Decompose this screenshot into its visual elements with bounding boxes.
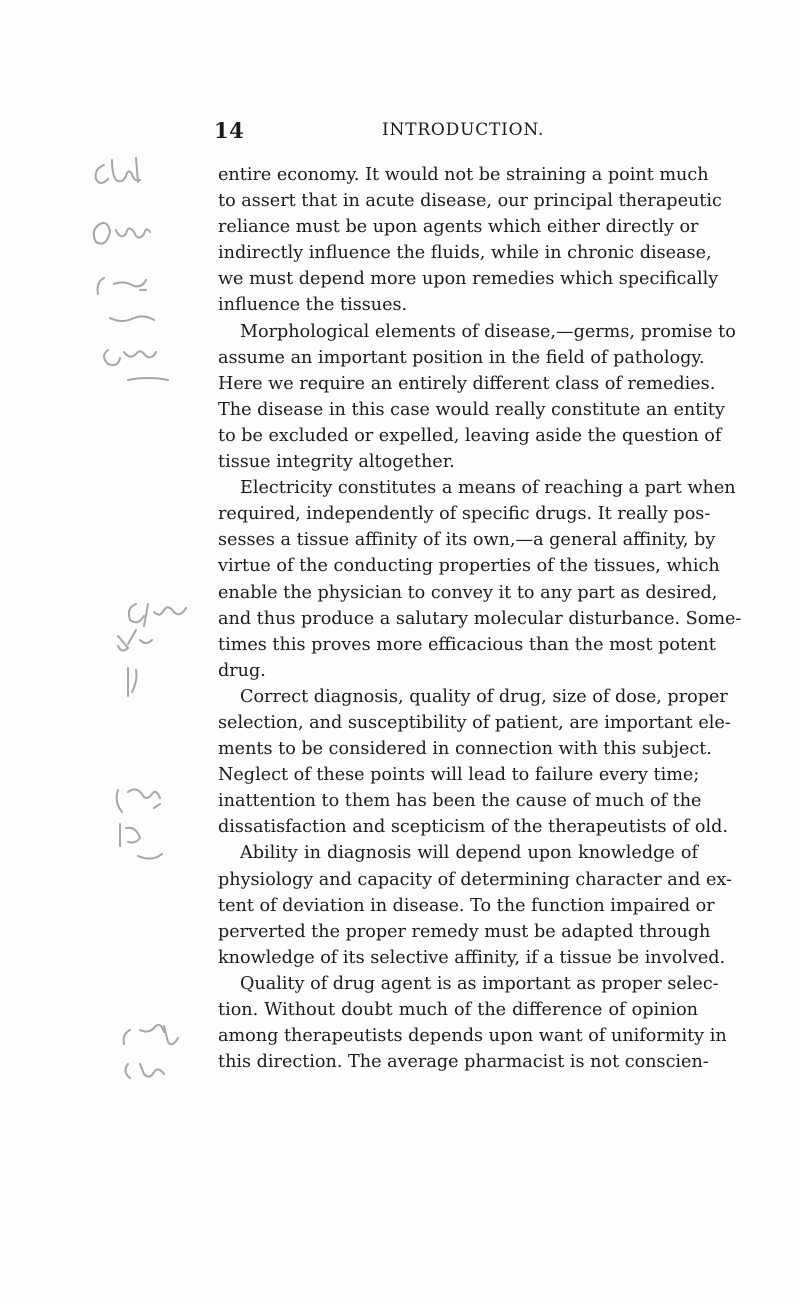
text-line: indirectly influence the fluids, while in chronic disease, <box>218 243 712 264</box>
text-line: to be excluded or expelled, leaving aside the question of <box>218 425 722 446</box>
text-line: ments to be considered in connection with this subject. <box>218 739 712 760</box>
text-line: Morphological elements of disease,—germs, promise to <box>240 321 736 342</box>
text-line: selection, and susceptibility of patient, are important ele- <box>218 712 731 733</box>
running-title: INTRODUCTION. <box>382 120 545 140</box>
text-line: perverted the proper remedy must be adapted through <box>218 921 711 942</box>
text-line: tissue integrity altogether. <box>218 452 455 473</box>
text-line: required, independently of specific drugs. It really pos- <box>218 504 711 525</box>
text-line: Here we require an entirely different class of remedies. <box>218 373 716 394</box>
text-line: Electricity constitutes a means of reaching a part when <box>240 478 736 499</box>
text-line: entire economy. It would not be straining a point much <box>218 165 709 185</box>
text-line: enable the physician to convey it to any part as desired, <box>218 582 718 603</box>
handwriting-scribbles <box>0 0 210 1304</box>
text-line: tent of deviation in disease. To the function impaired or <box>218 895 715 916</box>
text-line: sesses a tissue affinity of its own,—a general affinity, by <box>218 530 716 551</box>
text-line: tion. Without doubt much of the difference of opinion <box>218 1000 698 1020</box>
text-line: dissatisfaction and scepticism of the therapeutists of old. <box>218 817 728 838</box>
text-line: assume an important position in the field of pathology. <box>218 347 705 368</box>
page-number: 14 <box>214 118 245 143</box>
text-line: and thus produce a salutary molecular disturbance. Some- <box>218 608 742 629</box>
handwritten-margin-notes <box>0 0 210 1304</box>
text-line: knowledge of its selective affinity, if a tissue be involved. <box>218 947 726 968</box>
text-line: physiology and capacity of determining character and ex- <box>218 869 732 890</box>
text-line: influence the tissues. <box>218 295 408 316</box>
text-line: Correct diagnosis, quality of drug, size of dose, proper <box>240 686 728 707</box>
body-text <box>218 162 742 1075</box>
text-line: virtue of the conducting properties of the tissues, which <box>218 556 720 577</box>
text-line: among therapeutists depends upon want of uniformity in <box>218 1026 727 1047</box>
text-line: we must depend more upon remedies which specifically <box>218 269 719 290</box>
text-line: to assert that in acute disease, our principal therapeutic <box>218 191 722 212</box>
text-line: reliance must be upon agents which either directly or <box>218 217 699 238</box>
text-line: Quality of drug agent is as important as proper selec- <box>240 973 719 994</box>
page-header <box>214 118 694 148</box>
text-line: The disease in this case would really constitute an entity <box>218 399 725 420</box>
text-line: drug. <box>218 660 266 681</box>
text-line: this direction. The average pharmacist is not conscien- <box>218 1052 709 1073</box>
text-line: inattention to them has been the cause of much of the <box>218 791 702 812</box>
text-line: Ability in diagnosis will depend upon knowledge of <box>240 843 698 864</box>
text-line: times this proves more efficacious than the most potent <box>218 634 716 655</box>
text-line: Neglect of these points will lead to failure every time; <box>218 765 700 786</box>
